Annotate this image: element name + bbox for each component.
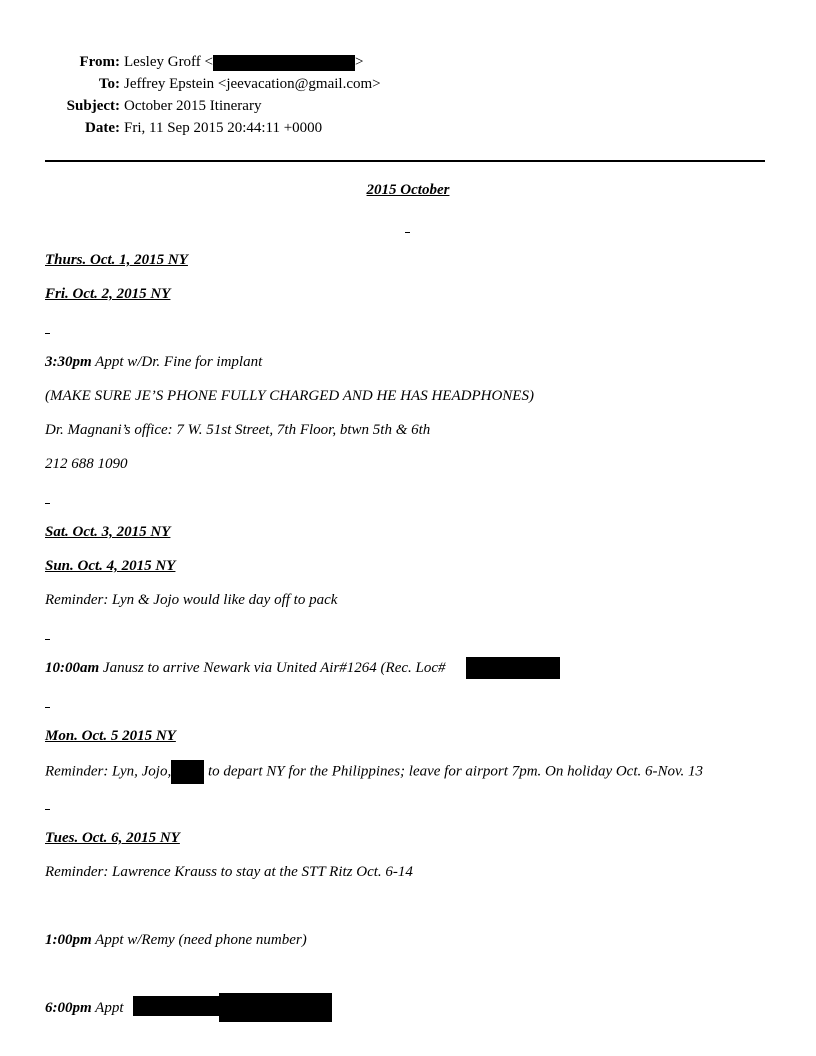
redaction-box bbox=[219, 993, 332, 1022]
appointment-text: Janusz to arrive Newark via United Air#1264 (Rec. Loc# bbox=[99, 660, 446, 676]
appointment-time: 1:00pm bbox=[45, 932, 92, 948]
note-line: (MAKE SURE JE’S PHONE FULLY CHARGED AND HE HAS HEADPHONES) bbox=[45, 388, 534, 404]
from-value: Lesley Groff < bbox=[124, 54, 213, 70]
appointment-line bbox=[45, 658, 446, 678]
to-value: Jeffrey Epstein <jeevacation@gmail.com> bbox=[124, 76, 381, 92]
appointment-time: 10:00am bbox=[45, 660, 100, 676]
date-heading: Fri. Oct. 2, 2015 NY bbox=[45, 286, 171, 302]
appointment-text: Appt bbox=[91, 1000, 124, 1016]
date-heading: Sat. Oct. 3, 2015 NY bbox=[45, 524, 171, 540]
appointment-time: 6:00pm bbox=[45, 1000, 92, 1016]
date-heading: Mon. Oct. 5 2015 NY bbox=[45, 728, 176, 744]
empty-line-marker bbox=[405, 232, 410, 233]
date-value: Fri, 11 Sep 2015 20:44:11 +0000 bbox=[124, 120, 323, 136]
note-line: Dr. Magnani’s office: 7 W. 51st Street, 7th Floor, btwn 5th & 6th bbox=[45, 422, 431, 438]
empty-line-marker bbox=[45, 503, 50, 504]
from-close: > bbox=[355, 54, 364, 70]
empty-line-marker bbox=[45, 333, 50, 334]
reminder-line bbox=[45, 760, 703, 784]
appointment-line bbox=[45, 998, 123, 1018]
empty-line-marker bbox=[45, 639, 50, 640]
appointment-line bbox=[45, 930, 307, 950]
empty-line-marker bbox=[45, 809, 50, 810]
date-heading: Sun. Oct. 4, 2015 NY bbox=[45, 558, 176, 574]
from-label: From: bbox=[79, 54, 120, 70]
appointment-text: Appt w/Dr. Fine for implant bbox=[91, 354, 263, 370]
appointment-time: 3:30pm bbox=[45, 354, 92, 370]
date-heading: Thurs. Oct. 1, 2015 NY bbox=[45, 252, 188, 268]
document-title: 2015 October bbox=[366, 182, 450, 198]
appointment-line bbox=[45, 352, 262, 372]
header-divider bbox=[45, 160, 765, 162]
note-line: 212 688 1090 bbox=[45, 456, 128, 472]
subject-value: October 2015 Itinerary bbox=[124, 98, 262, 114]
redaction-box bbox=[466, 657, 560, 679]
to-label: To: bbox=[98, 76, 120, 92]
subject-label: Subject: bbox=[66, 98, 120, 114]
date-label: Date: bbox=[85, 120, 120, 136]
empty-line-marker bbox=[45, 707, 50, 708]
reminder-text: to depart NY for the Philippines; leave for airport 7pm. On holiday Oct. 6-Nov. 13 bbox=[204, 763, 704, 780]
reminder-line: Reminder: Lawrence Krauss to stay at the STT Ritz Oct. 6-14 bbox=[45, 864, 413, 880]
redaction-box bbox=[171, 760, 204, 784]
date-heading: Tues. Oct. 6, 2015 NY bbox=[45, 830, 180, 846]
reminder-text: Reminder: Lyn, Jojo, bbox=[45, 763, 172, 780]
appointment-text: Appt w/Remy (need phone number) bbox=[91, 932, 307, 948]
reminder-line: Reminder: Lyn & Jojo would like day off to pack bbox=[45, 592, 338, 608]
redaction-box bbox=[133, 996, 219, 1016]
redaction-box bbox=[213, 55, 355, 71]
